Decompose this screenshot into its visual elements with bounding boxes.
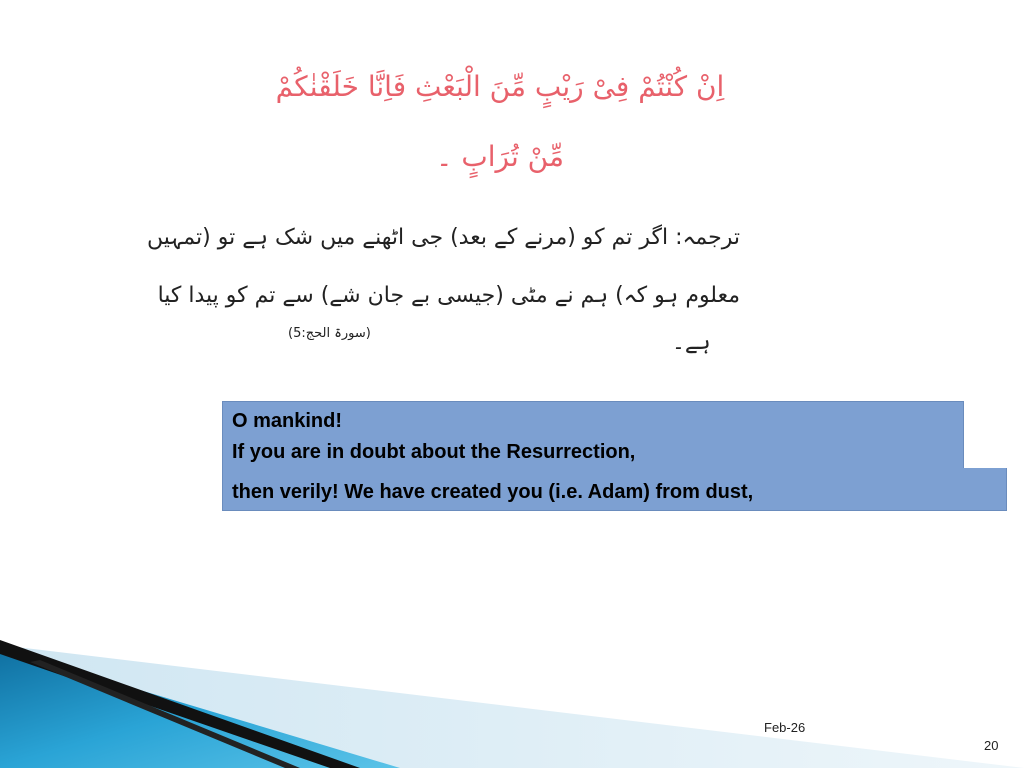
urdu-translation: [147, 210, 740, 326]
arabic-verse: [240, 52, 760, 192]
decorative-swoosh: [0, 640, 1024, 768]
urdu-translation-line-3: ہے۔: [672, 330, 711, 355]
english-translation-line-1: O mankind!: [232, 410, 343, 432]
urdu-translation-line-2: معلوم ہو کہ) ہم نے مٹی (جیسی بے جان شے) سے تم کو پیدا کیا: [157, 283, 740, 308]
urdu-translation-line-1: ترجمہ: اگر تم کو (مرنے کے بعد) جی اٹھنے میں شک ہے تو (تمہیں: [147, 225, 740, 250]
footer-date: Feb-26: [764, 720, 806, 735]
page-number: 20: [984, 738, 999, 753]
english-translation-line-3: then verily! We have created you (i.e. Adam) from dust,: [232, 481, 754, 503]
arabic-verse-line-1: اِنْ كُنْتُمْ فِىْ رَيْبٍ مِّنَ الْبَعْثِ فَاِنَّا خَلَقْنٰكُمْ: [275, 70, 725, 103]
english-translation-line-2: If you are in doubt about the Resurrection,: [232, 441, 636, 463]
surah-reference: (سورۃ الحج:5): [288, 326, 371, 341]
arabic-verse-line-2: مِّنْ تُرَابٍ ۔: [436, 140, 564, 173]
